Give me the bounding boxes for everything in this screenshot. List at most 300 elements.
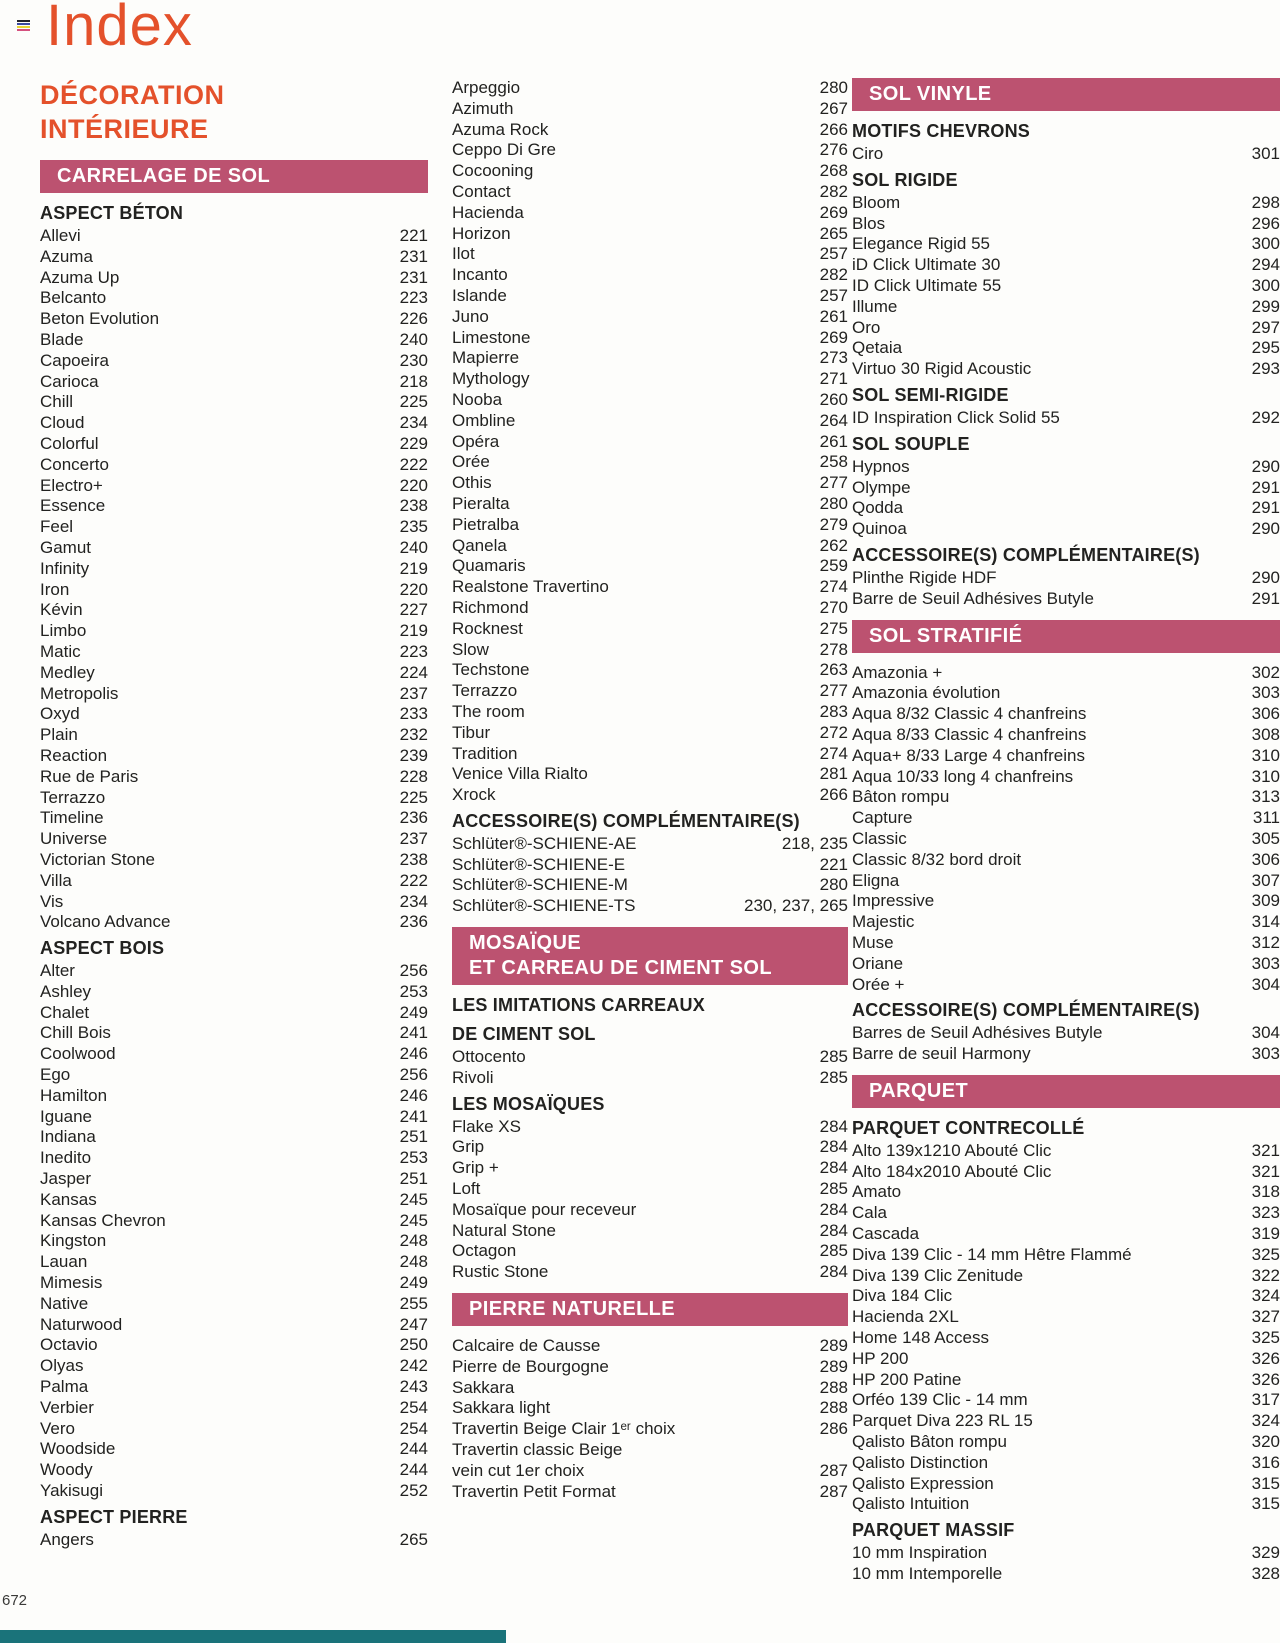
entry-name: Kévin [40,600,83,620]
entry-name: Bloom [852,192,901,212]
index-entry [40,1107,428,1128]
entry-name: Mythology [452,369,530,389]
heading-line: PARQUET MASSIF [852,1520,1015,1541]
entry-page-number: 300 [1251,275,1280,295]
entry-page-number: 221 [819,854,848,874]
entry-name: Limbo [40,621,87,641]
entry-name: Barre de Seuil Adhésives Butyle [852,588,1094,608]
entry-name: Elegance Rigid 55 [852,234,990,254]
entry-page-number: 328 [1251,1564,1280,1584]
entry-page-number: 237 [399,829,428,849]
index-entry [452,681,848,702]
entry-page-number: 317 [1251,1390,1280,1410]
index-entry [40,1419,428,1440]
index-entry [852,1162,1280,1183]
entry-page-number: 269 [819,202,848,222]
index-entry [40,1315,428,1336]
entry-page-number: 291 [1251,477,1280,497]
entry-name: Octagon [452,1241,517,1261]
entry-name: Natural Stone [452,1220,556,1240]
entry-name: Grip + [452,1158,499,1178]
entry-name: Virtuo 30 Rigid Acoustic [852,359,1032,379]
index-entry [852,338,1280,359]
entry-page-number: 277 [819,681,848,701]
index-entry [852,1286,1280,1307]
entry-name: Limestone [452,327,531,347]
entry-page-number: 314 [1251,912,1280,932]
index-entry [40,850,428,871]
entry-page-number: 303 [1251,953,1280,973]
index-entry [40,288,428,309]
entry-name: Richmond [452,597,529,617]
entry-name: Jasper [40,1169,92,1189]
entry-page-number: 224 [399,662,428,682]
entry-name: Schlüter®-SCHIENE-AE [452,833,637,853]
entry-name: HP 200 [852,1348,909,1368]
entry-name: Mapierre [452,348,520,368]
index-entry [852,255,1280,276]
entry-page-number: 285 [819,1067,848,1087]
entry-name: Palma [40,1377,89,1397]
entry-page-number: 219 [399,621,428,641]
index-entry [452,140,848,161]
entry-name: Slow [452,639,489,659]
entry-page-number: 246 [399,1085,428,1105]
entry-page-number: 306 [1251,849,1280,869]
entry-name: Cloud [40,413,85,433]
entry-name: Travertin Petit Format [452,1481,616,1501]
entry-page-number: 294 [1251,255,1280,275]
entry-page-number: 260 [819,389,848,409]
index-entry [852,1023,1280,1044]
entry-name: Qanela [452,535,507,555]
entry-name: Lauan [40,1252,88,1272]
index-entry [40,392,428,413]
entry-page-number: 259 [819,556,848,576]
entry-page-number: 253 [399,1148,428,1168]
entry-name: Barre de seuil Harmony [852,1044,1031,1064]
entry-page-number: 296 [1251,213,1280,233]
index-entry [452,244,848,265]
entry-page-number: 287 [819,1460,848,1480]
entry-page-number: 265 [819,223,848,243]
entry-name: Feel [40,517,74,537]
entry-name: Sakkara light [452,1398,551,1418]
index-entry [852,498,1280,519]
entry-name: Schlüter®-SCHIENE-M [452,875,628,895]
entry-name: Carioca [40,371,99,391]
entry-page-number: 313 [1251,787,1280,807]
index-entry [452,1262,848,1283]
entry-name: Diva 139 Clic Zenitude [852,1265,1024,1285]
heading-line: SOL SOUPLE [852,433,970,454]
entry-page-number: 284 [819,1199,848,1219]
index-entry [452,1179,848,1200]
entry-page-number: 304 [1251,974,1280,994]
index-entry [852,933,1280,954]
index-entry [40,1190,428,1211]
index-entry [452,1378,848,1399]
entry-name: Bâton rompu [852,787,950,807]
heading-line: INTÉRIEURE [40,114,209,144]
entry-name: Electro+ [40,475,103,495]
index-entry [852,891,1280,912]
index-entry [40,1377,428,1398]
entry-page-number: 310 [1251,766,1280,786]
index-entry [40,1211,428,1232]
entry-page-number: 247 [399,1314,428,1334]
index-entry [452,536,848,557]
entry-page-number: 311 [1252,808,1280,828]
entry-page-number: 319 [1251,1224,1280,1244]
index-entry [452,203,848,224]
entry-page-number: 321 [1251,1140,1280,1160]
index-entry [452,1117,848,1138]
entry-page-number: 284 [819,1220,848,1240]
print-registration-mark [17,20,30,32]
entry-page-number: 290 [1251,519,1280,539]
index-entry [452,764,848,785]
entry-page-number: 292 [1251,407,1280,427]
entry-name: Azimuth [452,98,514,118]
entry-name: Qalisto Expression [852,1473,994,1493]
entry-page-number: 290 [1251,456,1280,476]
index-entry [452,1440,848,1461]
index-entry [40,1335,428,1356]
index-entry [452,286,848,307]
entry-name: Vis [40,891,64,911]
entry-name: Loft [452,1179,481,1199]
index-entry [852,1432,1280,1453]
index-entry [852,1224,1280,1245]
footer-color-bar [0,1630,506,1643]
index-entry [40,1481,428,1502]
entry-name: Orée + [852,974,905,994]
index-entry [40,808,428,829]
entry-name: Vero [40,1418,75,1438]
entry-name: Tradition [452,743,518,763]
entry-name: Villa [40,870,72,890]
entry-name: Techstone [452,660,530,680]
subsection-heading [852,1520,1280,1541]
entry-page-number: 285 [819,1047,848,1067]
index-entry [452,723,848,744]
entry-page-number: 220 [399,475,428,495]
index-entry [852,1266,1280,1287]
index-entry [852,214,1280,235]
entry-name: Realstone Travertino [452,577,609,597]
entry-name: Diva 139 Clic - 14 mm Hêtre Flammé [852,1244,1132,1264]
entry-name: Orféo 139 Clic - 14 mm [852,1390,1028,1410]
index-entry [40,330,428,351]
index-entry [40,1065,428,1086]
entry-page-number: 246 [399,1044,428,1064]
entry-name: HP 200 Patine [852,1369,962,1389]
entry-name: Matic [40,641,81,661]
entry-page-number: 221 [399,226,428,245]
entry-name: Cocooning [452,161,534,181]
entry-page-number: 258 [819,452,848,472]
entry-name: Kansas [40,1189,97,1209]
entry-name: Beton Evolution [40,309,160,329]
section-header-bar [852,78,1280,111]
index-entry [40,871,428,892]
entry-name: Ciro [852,144,884,163]
index-entry [40,559,428,580]
entry-page-number: 270 [819,597,848,617]
index-entry [452,452,848,473]
index-entry [40,1086,428,1107]
entry-name: Victorian Stone [40,849,155,869]
index-entry [40,746,428,767]
entry-page-number: 306 [1251,704,1280,724]
entry-name: Islande [452,285,507,305]
subsection-heading [452,995,848,1045]
entry-page-number: 300 [1251,234,1280,254]
index-entry [40,1530,428,1551]
entry-name: Grip [452,1137,485,1157]
index-entry [452,1461,848,1482]
entry-name: Ceppo Di Gre [452,140,556,160]
entry-page-number: 329 [1251,1543,1280,1563]
entry-name: Azuma [40,246,93,266]
index-entry [852,746,1280,767]
entry-name: Aqua 8/33 Classic 4 chanfreins [852,724,1087,744]
entry-name: Horizon [452,223,511,243]
entry-name: Iguane [40,1106,92,1126]
entry-name: Naturwood [40,1314,123,1334]
entry-name: Reaction [40,745,108,765]
entry-page-number: 278 [819,639,848,659]
index-entry [452,1419,848,1440]
index-column-left [40,78,428,1551]
index-entry [852,808,1280,829]
index-entry [852,975,1280,996]
entry-page-number: 273 [819,348,848,368]
entry-page-number: 287 [819,1481,848,1501]
index-entry [40,351,428,372]
entry-name: Pietralba [452,514,520,534]
entry-name: Yakisugi [40,1481,103,1501]
entry-page-number: 293 [1251,359,1280,379]
entry-name: Oriane [852,953,904,973]
entry-page-number: 277 [819,473,848,493]
entry-page-number: 325 [1251,1328,1280,1348]
entry-name: Inedito [40,1148,92,1168]
entry-name: Kansas Chevron [40,1210,166,1230]
index-entry [452,702,848,723]
index-entry [452,1336,848,1357]
entry-name: The room [452,701,525,721]
entry-page-number: 321 [1251,1161,1280,1181]
entry-page-number: 252 [399,1481,428,1501]
entry-page-number: 267 [819,98,848,118]
entry-page-number: 254 [399,1418,428,1438]
entry-page-number: 275 [819,618,848,638]
index-entry [40,413,428,434]
index-entry [452,660,848,681]
index-column-middle [452,78,848,1502]
entry-name: Contact [452,181,511,201]
index-entry [452,494,848,515]
subsection-heading [852,170,1280,191]
index-entry [852,193,1280,214]
entry-page-number: 284 [819,1158,848,1178]
subsection-heading [852,121,1280,142]
heading-line: ASPECT PIERRE [40,1506,188,1527]
entry-name: 10 mm Intemporelle [852,1564,1003,1584]
index-entry [40,372,428,393]
entry-name: Incanto [452,265,508,285]
entry-name: Coolwood [40,1044,116,1064]
index-entry [852,408,1280,429]
entry-name: Classic 8/32 bord droit [852,849,1022,869]
index-entry [852,829,1280,850]
entry-name: Barres de Seuil Adhésives Butyle [852,1023,1103,1043]
entry-name: Essence [40,496,106,516]
entry-name: Concerto [40,454,109,474]
entry-page-number: 285 [819,1179,848,1199]
entry-page-number: 288 [819,1398,848,1418]
entry-page-number: 218 [399,371,428,391]
entry-name: Olympe [852,477,911,497]
index-entry [40,961,428,982]
entry-page-number: 233 [399,704,428,724]
entry-page-number: 232 [399,725,428,745]
entry-page-number: 261 [819,431,848,451]
entry-page-number: 227 [399,600,428,620]
entry-page-number: 280 [819,875,848,895]
entry-name: Verbier [40,1397,94,1417]
index-entry [852,787,1280,808]
heading-line: SOL VINYLE [869,83,992,105]
entry-page-number: 305 [1251,828,1280,848]
index-entry [852,297,1280,318]
index-entry [852,850,1280,871]
entry-name: Aqua+ 8/33 Large 4 chanfreins [852,745,1085,765]
index-entry [452,411,848,432]
entry-name: Juno [452,306,489,326]
index-entry [40,1356,428,1377]
entry-page-number: 226 [399,309,428,329]
entry-page-number: 308 [1251,724,1280,744]
entry-page-number: 290 [1251,567,1280,587]
entry-name: Qalisto Distinction [852,1452,989,1472]
entry-page-number: 324 [1251,1411,1280,1431]
index-entry [452,855,848,876]
entry-name: Ottocento [452,1047,526,1067]
entry-page-number: 263 [819,660,848,680]
entry-name: Ego [40,1065,71,1085]
entry-page-number: 238 [399,849,428,869]
entry-name: Infinity [40,558,90,578]
index-entry [452,896,848,917]
heading-line: DE CIMENT SOL [452,1024,596,1045]
entry-page-number: 310 [1251,745,1280,765]
entry-page-number: 285 [819,1241,848,1261]
index-entry [452,1137,848,1158]
entry-page-number: 302 [1251,662,1280,682]
index-entry [852,871,1280,892]
heading-line: MOTIFS CHEVRONS [852,121,1031,141]
index-entry [452,1200,848,1221]
entry-name: Opéra [452,431,500,451]
entry-page-number: 245 [399,1189,428,1209]
entry-name: Tibur [452,722,491,742]
entry-page-number: 312 [1251,932,1280,952]
entry-name: Amato [852,1182,902,1202]
entry-name: Venice Villa Rialto [452,764,588,784]
entry-page-number: 315 [1251,1494,1280,1514]
entry-page-number: 248 [399,1231,428,1251]
index-entry [452,265,848,286]
entry-page-number: 274 [819,577,848,597]
entry-page-number: 218, 235 [781,833,848,853]
subsection-heading [852,1118,1280,1139]
entry-page-number: 284 [819,1137,848,1157]
entry-name: Arpeggio [452,78,521,97]
entry-name: Quinoa [852,519,907,539]
entry-name: Woodside [40,1439,116,1459]
entry-page-number: 234 [399,413,428,433]
index-entry [852,1307,1280,1328]
entry-name: Angers [40,1529,94,1549]
entry-page-number: 266 [819,119,848,139]
entry-name: Schlüter®-SCHIENE-E [452,854,626,874]
index-entry [40,226,428,247]
entry-page-number: 257 [819,285,848,305]
entry-name: iD Click Ultimate 30 [852,255,1001,275]
index-entry [452,328,848,349]
entry-name: Oxyd [40,704,80,724]
entry-page-number: 241 [399,1023,428,1043]
index-entry [452,1221,848,1242]
index-entry [40,892,428,913]
index-entry [40,725,428,746]
entry-page-number: 264 [819,410,848,430]
entry-page-number: 223 [399,288,428,308]
heading-line: ACCESSOIRE(S) COMPLÉMENTAIRE(S) [852,544,1200,565]
index-entry [852,519,1280,540]
index-entry [852,234,1280,255]
entry-name: Azuma Up [40,267,120,287]
entry-name: Travertin Beige Clair 1ᵉʳ choix [452,1419,676,1439]
heading-line: PIERRE NATURELLE [469,1298,676,1321]
index-entry [852,589,1280,610]
entry-page-number: 289 [819,1336,848,1356]
entry-name: Travertin classic Beige [452,1440,623,1460]
index-entry [40,455,428,476]
entry-name: Iron [40,579,70,599]
entry-page-number: 323 [1251,1203,1280,1223]
entry-name: Timeline [40,808,104,828]
index-entry [452,1357,848,1378]
entry-name: Oro [852,317,881,337]
section-header-bar [852,1075,1280,1108]
entry-name: Qodda [852,498,904,518]
entry-name: Classic [852,828,907,848]
index-entry [852,276,1280,297]
index-entry [852,1203,1280,1224]
index-entry [452,598,848,619]
entry-name: Ashley [40,981,92,1001]
entry-page-number: 245 [399,1210,428,1230]
entry-page-number: 280 [819,493,848,513]
entry-name: Ombline [452,410,516,430]
entry-page-number: 261 [819,306,848,326]
entry-page-number: 272 [819,722,848,742]
entry-name: Volcano Advance [40,912,171,932]
